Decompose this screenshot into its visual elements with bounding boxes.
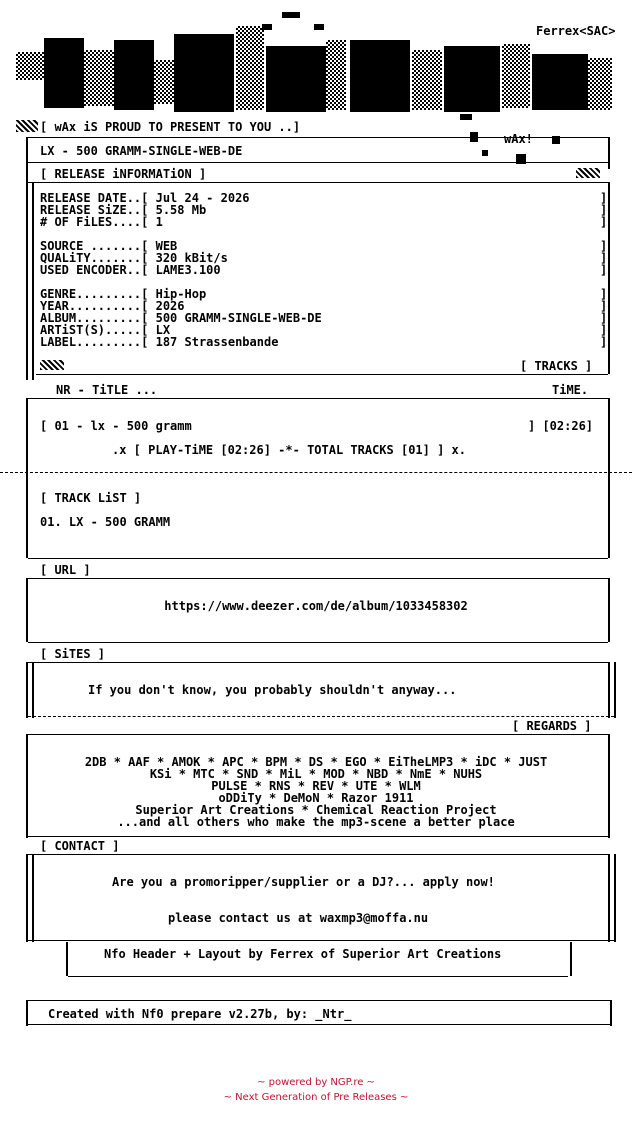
contact-heading: [ CONTACT ] bbox=[40, 839, 120, 853]
regards-line: ...and all others who make the mp3-scene a better place bbox=[117, 815, 515, 829]
release-url[interactable]: https://www.deezer.com/de/album/1033458302 bbox=[164, 599, 468, 613]
info-line: RELEASE SiZE..[ 5.58 Mb bbox=[40, 203, 207, 217]
url-heading: [ URL ] bbox=[40, 563, 91, 577]
logo-fragment bbox=[482, 150, 488, 156]
hatch-decoration bbox=[16, 120, 38, 132]
hatch-decoration bbox=[40, 360, 64, 370]
track-row-title: [ 01 - lx - 500 gramm bbox=[40, 419, 192, 433]
info-line: USED ENCODER..[ LAME3.100 bbox=[40, 263, 221, 277]
footer-powered-by[interactable]: ~ powered by NGP.re ~ bbox=[257, 1077, 375, 1088]
info-line: LABEL.........[ 187 Strassenbande bbox=[40, 335, 279, 349]
contact-line-apply: Are you a promoripper/supplier or a DJ?... apply now! bbox=[112, 875, 495, 889]
proud-banner: [ wAx iS PROUD TO PRESENT TO YOU ..] bbox=[40, 120, 301, 134]
column-nr-title: NR - TiTLE ... bbox=[56, 383, 158, 397]
column-time: TiME. bbox=[552, 383, 589, 397]
layout-credit: Nfo Header + Layout by Ferrex of Superior Art Creations bbox=[104, 947, 502, 961]
info-line: # OF FiLES....[ 1 bbox=[40, 215, 163, 229]
tracklist-item: 01. LX - 500 GRAMM bbox=[40, 515, 171, 529]
info-line: YEAR..........[ 2026 bbox=[40, 299, 185, 313]
regards-line: oDDiTy * DeMoN * Razor 1911 bbox=[218, 791, 414, 805]
regards-line: 2DB * AAF * AMOK * APC * BPM * DS * EGO * EiTheLMP3 * iDC * JUST bbox=[84, 755, 548, 769]
release-title: LX - 500 GRAMM-SINGLE-WEB-DE bbox=[40, 144, 243, 158]
sites-text: If you don't know, you probably shouldn't anyway... bbox=[88, 683, 457, 697]
ascii-logo bbox=[14, 10, 614, 120]
wax-tag: wAx! bbox=[504, 132, 533, 146]
header-credit: Ferrex<SAC> bbox=[536, 24, 616, 38]
tracklist-heading: [ TRACK LiST ] bbox=[40, 491, 142, 505]
info-line: ARTiST(S).....[ LX bbox=[40, 323, 171, 337]
info-line: QUALiTY.......[ 320 kBit/s bbox=[40, 251, 228, 265]
info-line: RELEASE DATE..[ Jul 24 - 2026 bbox=[40, 191, 250, 205]
footer-tagline: ~ Next Generation of Pre Releases ~ bbox=[223, 1092, 409, 1103]
playtime-line: .x [ PLAY-TiME [02:26] -*- TOTAL TRACKS [01] ] x. bbox=[112, 443, 467, 457]
track-row-time: ] [02:26] bbox=[528, 419, 594, 433]
hatch-decoration bbox=[576, 168, 600, 178]
info-line: GENRE.........[ Hip-Hop bbox=[40, 287, 207, 301]
info-line: ALBUM.........[ 500 GRAMM-SINGLE-WEB-DE bbox=[40, 311, 322, 325]
info-heading: [ RELEASE iNFORMATiON ] bbox=[40, 167, 207, 181]
regards-heading: [ REGARDS ] bbox=[512, 719, 592, 733]
regards-line: Superior Art Creations * Chemical Reaction Project bbox=[135, 803, 497, 817]
regards-line: PULSE * RNS * REV * UTE * WLM bbox=[211, 779, 421, 793]
tracks-heading: [ TRACKS ] bbox=[520, 359, 593, 373]
contact-line-email[interactable]: please contact us at waxmp3@moffa.nu bbox=[168, 911, 429, 925]
info-line: SOURCE .......[ WEB bbox=[40, 239, 178, 253]
regards-line: KSi * MTC * SND * MiL * MOD * NBD * NmE * NUHS bbox=[149, 767, 483, 781]
created-with: Created with Nf0 prepare v2.27b, by: _Ntr_ bbox=[48, 1007, 352, 1021]
sites-heading: [ SiTES ] bbox=[40, 647, 106, 661]
